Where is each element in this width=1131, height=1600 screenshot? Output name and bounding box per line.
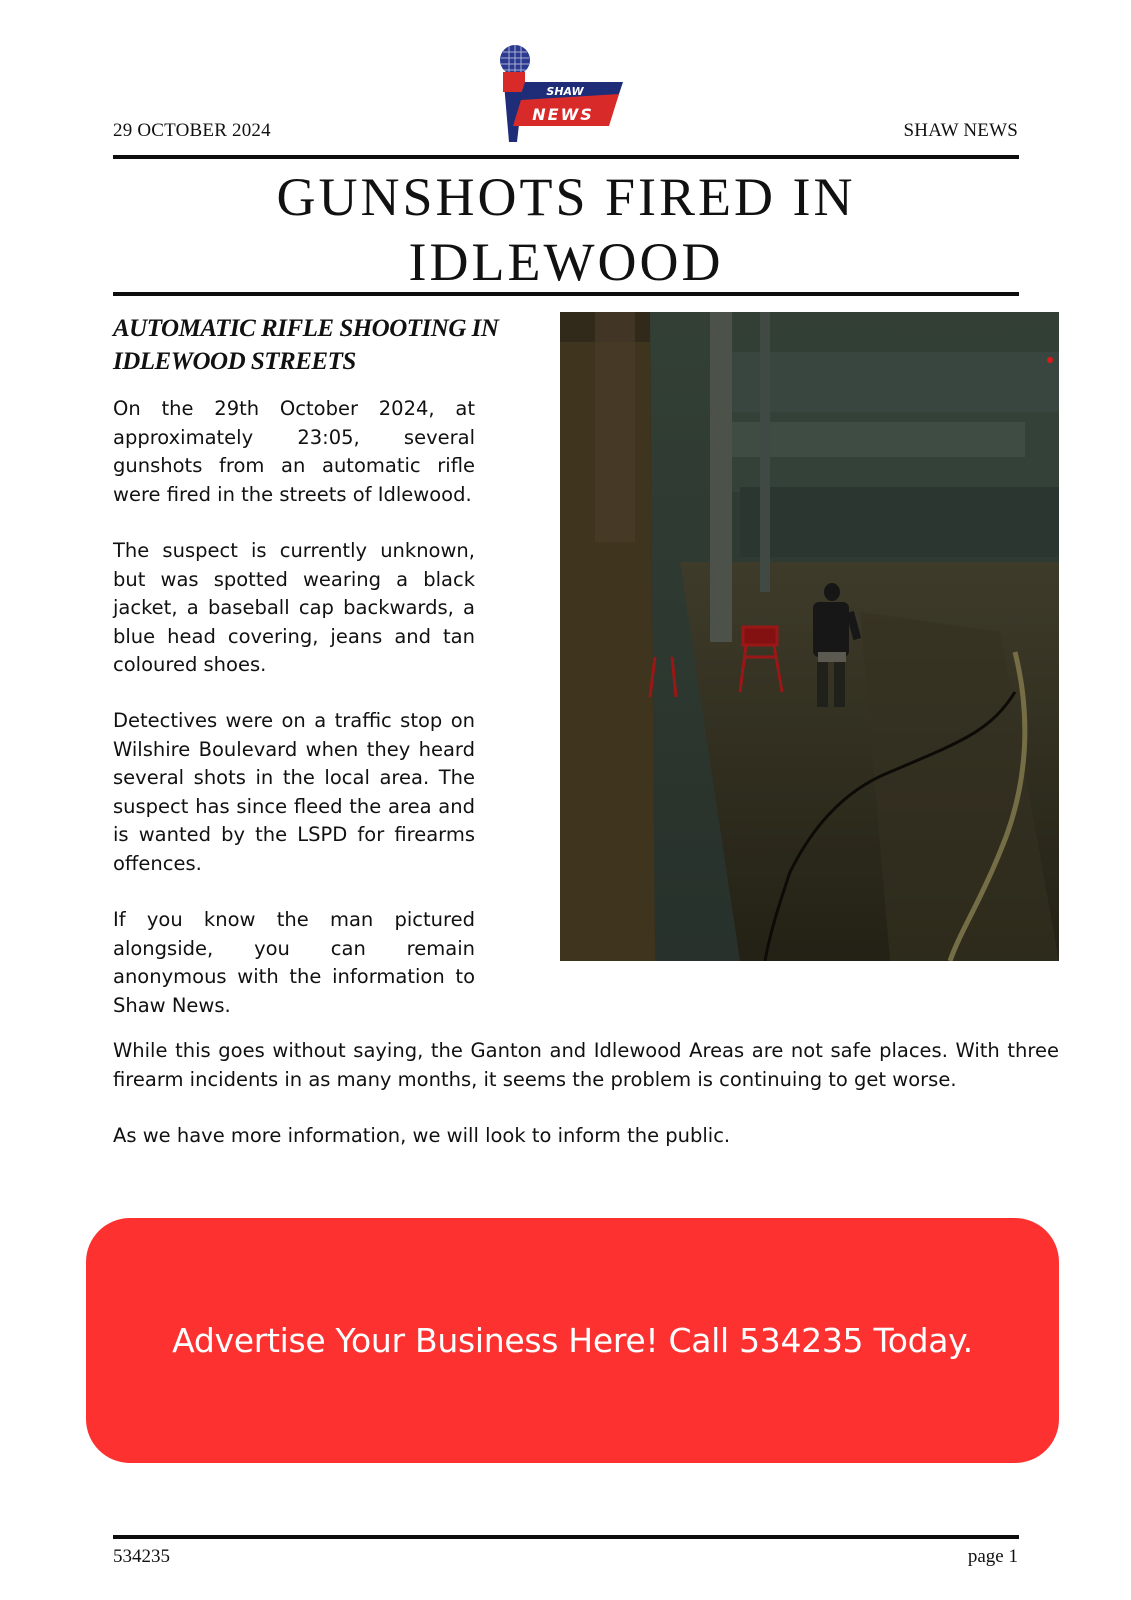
divider-footer — [113, 1535, 1019, 1539]
svg-text:NEWS: NEWS — [532, 105, 594, 124]
divider-top — [113, 155, 1019, 159]
shaw-news-logo — [495, 42, 635, 152]
article-paragraph: While this goes without saying, the Ganton and Idlewood Areas are not safe places. With three firearm incidents in as many months, it seems the problem is continuing to get worse. — [113, 1039, 1059, 1091]
advertisement-banner — [86, 1218, 1059, 1463]
article-paragraph: Detectives were on a traffic stop on Wilshire Boulevard when they heard several shots in the local area. The suspect has since fleed the area and is wanted by the LSPD for firearms offences. — [113, 709, 475, 875]
svg-text:SHAW: SHAW — [546, 85, 584, 98]
suspect-photo — [560, 312, 1059, 961]
issue-date: 29 OCTOBER 2024 — [113, 120, 271, 141]
page-number: page 1 — [967, 1546, 1018, 1567]
footer-phone: 534235 — [113, 1546, 170, 1567]
headline: GUNSHOTS FIRED IN IDLEWOOD — [276, 167, 856, 292]
subheadline: AUTOMATIC RIFLE SHOOTING IN IDLEWOOD STREETS — [113, 315, 499, 375]
article-paragraph: As we have more information, we will look to inform the public. — [113, 1124, 731, 1147]
article-paragraph: If you know the man pictured alongside, you can remain anonymous with the information to Shaw News. — [113, 908, 475, 1017]
divider-headline — [113, 292, 1019, 296]
article-paragraph: On the 29th October 2024, at approximately 23:05, several gunshots from an automatic rifle were fired in the streets of Idlewood. — [113, 397, 475, 506]
advertisement-text: Advertise Your Business Here! Call 534235 Today. — [172, 1321, 973, 1360]
publication-name: SHAW NEWS — [903, 120, 1018, 141]
article-paragraph: The suspect is currently unknown, but was spotted wearing a black jacket, a baseball cap backwards, a blue head covering, jeans and tan coloured shoes. — [113, 539, 475, 676]
